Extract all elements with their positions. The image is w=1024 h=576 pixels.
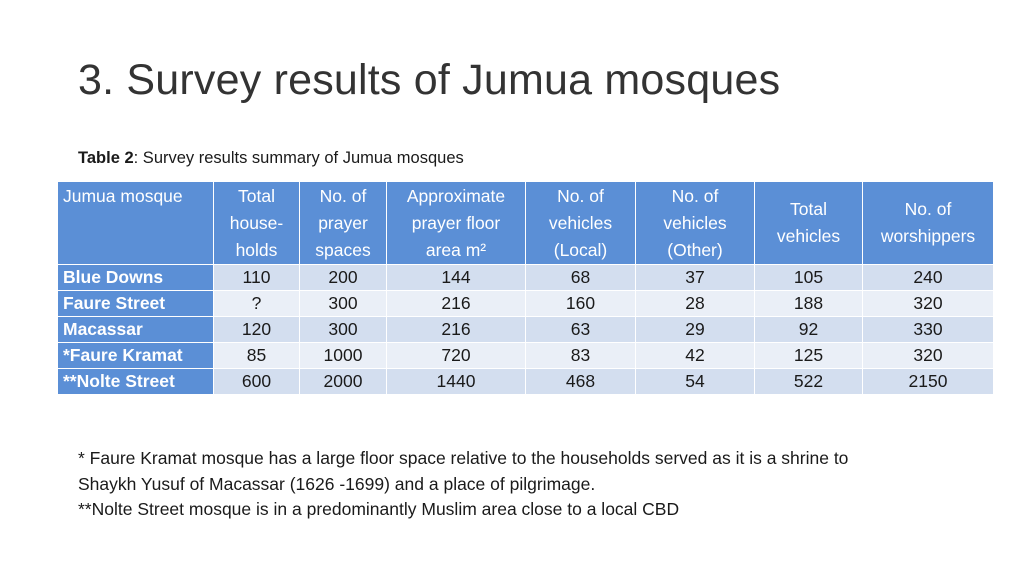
table-cell: 63	[526, 317, 636, 343]
slide-title: 3. Survey results of Jumua mosques	[78, 56, 781, 104]
table-cell: 29	[636, 317, 755, 343]
column-header-line: holds	[235, 239, 278, 260]
table-cell: 83	[526, 343, 636, 369]
column-header-line: prayer floor	[411, 212, 501, 233]
column-header-line: prayer	[318, 212, 368, 233]
table-caption-text: : Survey results summary of Jumua mosques	[133, 149, 464, 167]
table-cell: 320	[863, 291, 994, 317]
table-row	[58, 291, 994, 317]
table-caption	[78, 149, 464, 168]
mosque-name-cell: Faure Street	[58, 291, 214, 317]
mosque-name-cell: Blue Downs	[58, 265, 214, 291]
column-header-line: Total	[238, 185, 275, 206]
table-row	[58, 265, 994, 291]
table-cell: 120	[214, 317, 300, 343]
footnote-line: Shaykh Yusuf of Macassar (1626 -1699) and a place of pilgrimage.	[78, 473, 596, 494]
table-cell: 320	[863, 343, 994, 369]
footnotes	[78, 446, 978, 523]
column-header-line: vehicles	[776, 226, 841, 246]
column-header-line: vehicles	[548, 212, 613, 233]
table-row	[58, 369, 994, 395]
table-cell: ?	[214, 291, 300, 317]
table-cell: 144	[387, 265, 526, 291]
table-row	[58, 317, 994, 343]
column-header-line: (Other)	[667, 239, 723, 260]
table-cell: 1440	[387, 369, 526, 395]
column-header	[526, 182, 636, 265]
column-header-line: Total	[790, 199, 827, 219]
column-header-line: (Local)	[553, 239, 608, 260]
mosque-name-cell: *Faure Kramat	[58, 343, 214, 369]
column-header	[300, 182, 387, 265]
table-body	[58, 265, 994, 395]
column-header-line: No. of	[904, 199, 952, 219]
table-cell: 2150	[863, 369, 994, 395]
table-cell: 600	[214, 369, 300, 395]
mosque-name-cell: **Nolte Street	[58, 369, 214, 395]
column-header-line: spaces	[315, 239, 371, 260]
table-cell: 330	[863, 317, 994, 343]
table-cell: 468	[526, 369, 636, 395]
table-cell: 522	[755, 369, 863, 395]
column-header-line: house-	[229, 212, 284, 233]
table-cell: 42	[636, 343, 755, 369]
table-cell: 54	[636, 369, 755, 395]
footnote-line: * Faure Kramat mosque has a large floor space relative to the households served as it is a shrine to	[78, 448, 849, 468]
column-header-line: worshippers	[880, 226, 976, 246]
table-cell: 92	[755, 317, 863, 343]
table-cell: 2000	[300, 369, 387, 395]
table-caption-label: Table 2	[78, 149, 134, 167]
table-row	[58, 343, 994, 369]
column-header-line: No. of	[319, 185, 367, 206]
table-cell: 300	[300, 291, 387, 317]
mosque-name-cell: Macassar	[58, 317, 214, 343]
column-header	[755, 182, 863, 265]
survey-table	[57, 181, 994, 395]
column-header-line: vehicles	[663, 212, 727, 233]
column-header-line: Jumua mosque	[63, 186, 183, 206]
table-cell: 160	[526, 291, 636, 317]
table-cell: 68	[526, 265, 636, 291]
column-header-line: No. of	[671, 185, 719, 206]
column-header	[636, 182, 755, 265]
table-cell: 200	[300, 265, 387, 291]
table-cell: 85	[214, 343, 300, 369]
footnote-line: **Nolte Street mosque is in a predominantly Muslim area close to a local CBD	[78, 499, 680, 519]
table-cell: 300	[300, 317, 387, 343]
column-header	[58, 182, 214, 265]
table-cell: 1000	[300, 343, 387, 369]
table-cell: 216	[387, 291, 526, 317]
table-cell: 125	[755, 343, 863, 369]
column-header	[387, 182, 526, 265]
column-header-line: No. of	[557, 185, 604, 206]
column-header	[214, 182, 300, 265]
table-cell: 105	[755, 265, 863, 291]
table-cell: 110	[214, 265, 300, 291]
table-cell: 37	[636, 265, 755, 291]
table-cell: 28	[636, 291, 755, 317]
table-cell: 720	[387, 343, 526, 369]
table-cell: 216	[387, 317, 526, 343]
table-header-row	[58, 182, 994, 265]
column-header-line: area m²	[425, 239, 487, 260]
table-cell: 188	[755, 291, 863, 317]
table-cell: 240	[863, 265, 994, 291]
column-header	[863, 182, 994, 265]
column-header-line: Approximate	[406, 185, 506, 206]
